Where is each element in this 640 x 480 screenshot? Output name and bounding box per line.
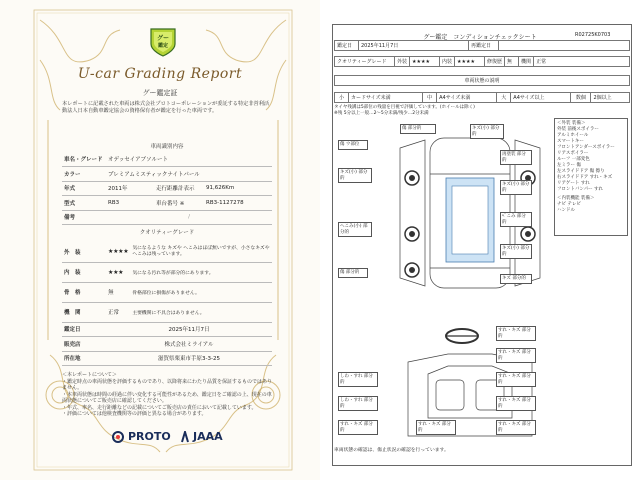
legend-key: 小 <box>335 93 349 103</box>
table-row <box>62 337 272 352</box>
legend-value: 2個以上 <box>591 93 630 103</box>
jaaa-logo <box>180 430 223 443</box>
ext-label: 外装 <box>395 57 410 67</box>
damage-label: 傷 部分的 <box>338 268 368 278</box>
vehicle-diagram <box>380 118 580 458</box>
damage-label: 傷 ウ部位 <box>338 140 368 150</box>
report-title: U-car Grading Report <box>77 66 243 82</box>
note-item: ・評価については他検査機関等の評価と異なる場合があります。 <box>62 411 207 417</box>
legend-grid <box>334 92 630 103</box>
proto-logo-text: PROTO <box>128 430 171 443</box>
engine-desc: 主要機関に不具合はありません。 <box>130 302 272 322</box>
dealer-label: 販売店 <box>62 337 106 352</box>
table-row <box>62 302 272 322</box>
interior-item: ナビ テレビ <box>557 202 581 207</box>
model-value: RB3 <box>106 196 154 211</box>
table-row <box>62 210 272 225</box>
engine-value-r: 正常 <box>534 57 630 67</box>
dealer-value: 株式会社ミライアル <box>106 337 272 352</box>
proto-logo <box>112 430 171 443</box>
int-stars: ★★★★ <box>455 57 485 67</box>
sheet-footer-note: 車両状態の確認は、傷止状況の確認を行っています。 <box>334 448 449 453</box>
damage-label: キズ(小) 部分的 <box>500 180 532 195</box>
damage-label: 再塗装 部分的 <box>500 150 532 165</box>
chassis-value: RB3-1127278 <box>204 196 272 211</box>
date-value: 2025年11月7日 <box>106 322 272 337</box>
model-label: 型式 <box>62 196 106 211</box>
frame-desc: 骨格部位に損傷がありません。 <box>130 282 272 302</box>
option-item: リアゲート すれ <box>557 181 590 186</box>
mileage-label: 走行距離計表示 <box>154 181 204 196</box>
damage-label: しわ・すれ 部分的 <box>338 372 378 387</box>
legend-key: 数個 <box>571 93 591 103</box>
table-row <box>62 351 272 366</box>
report-notes <box>62 372 272 418</box>
jaaa-mark-icon <box>180 431 190 443</box>
vehicle-name-value: オデッセイアブソルート <box>106 152 272 167</box>
interior-title: ＜内装機能 装備＞ <box>557 196 595 201</box>
condition-check-sheet <box>320 0 640 480</box>
frame-value: 無 <box>106 282 130 302</box>
interior-desc: 気になる汚れ等が部分的にあります。 <box>130 262 272 282</box>
frame-label: 骨 格 <box>62 282 106 302</box>
damage-label: すれ・キズ 部分的 <box>338 420 378 435</box>
damage-label: キズ(小) 部分的 <box>470 124 504 139</box>
option-item: 右スライドドア すれ・キズ <box>557 175 613 180</box>
engine-label-r: 機関 <box>519 57 534 67</box>
vehicle-section-title: 車両識別内容 <box>150 144 184 150</box>
interior-stars: ★★★ <box>106 262 130 282</box>
table-row <box>62 196 272 211</box>
interior-label: 内 装 <box>62 262 106 282</box>
option-item: 左スライドドア 傷 擦り <box>557 169 605 174</box>
check-date-label: 鑑定日 <box>335 41 359 51</box>
table-row <box>62 282 272 302</box>
exterior-label: 外 装 <box>62 242 106 262</box>
quality-section-title: クオリティーグレード <box>139 230 195 236</box>
address-label: 所在地 <box>62 351 106 366</box>
legend-note: タイヤ残溝は5部位の残量を目視で評価しています。(ホイールは除く) <box>334 105 475 110</box>
year-label: 年式 <box>62 181 106 196</box>
damage-label: へこみ(小) 部分的 <box>338 222 372 237</box>
exterior-stars: ★★★★ <box>106 242 130 262</box>
svg-text:鑑定: 鑑定 <box>157 43 169 49</box>
damage-label: すれ・キズ 部分的 <box>496 348 536 363</box>
option-item: ルーフ 一部変色 <box>557 157 590 162</box>
damage-label: すれ・キズ 部分的 <box>496 396 536 411</box>
table-row <box>62 181 272 196</box>
dealer-table <box>62 322 272 366</box>
option-item: スマートキー <box>557 139 584 144</box>
ext-stars: ★★★★ <box>410 57 440 67</box>
engine-label: 機 関 <box>62 302 106 322</box>
quality-grade-table <box>62 242 272 323</box>
table-row <box>62 167 272 182</box>
option-item: 外装 前後スポイラー <box>557 127 599 132</box>
legend-key: 大 <box>497 93 511 103</box>
interior-item: ハンドル <box>557 208 575 213</box>
sheet-title: グー鑑定 コンディションチェックシート <box>423 34 537 41</box>
legend-key: 中 <box>423 93 437 103</box>
goo-kantei-logo <box>145 26 181 58</box>
remarks-label: 備考 <box>62 210 106 225</box>
address-value: 滋賀県栗東市手原3-3-25 <box>106 351 272 366</box>
table-row <box>62 322 272 337</box>
mileage-value: 91,626Km <box>204 181 272 196</box>
table-row <box>335 93 630 103</box>
note-item: ・本車両状態は時間の経過に伴い変化する可能性があるため、鑑定日をご確認の上、現在の車両状態についてご販売店に確認してください。 <box>62 391 272 404</box>
recheck-date-label: 再鑑定日 <box>469 41 499 51</box>
engine-value: 正常 <box>106 302 130 322</box>
legend-value: A4サイズ以上 <box>511 93 571 103</box>
quality-label: クオリティーグレード <box>335 57 395 67</box>
legend-title: 車両状態の説明 <box>334 75 630 86</box>
exterior-desc: 気になるような キズや へこみはほぼ無いですが、小さなキズやへこみは残っています。 <box>130 242 272 262</box>
svg-text:グー: グー <box>156 35 170 42</box>
damage-label: しわ・すれ 部分的 <box>338 396 378 411</box>
remarks-value: / <box>106 210 272 225</box>
color-label: カラー <box>62 167 106 182</box>
vehicle-name-label: 車名・グレード <box>62 152 106 167</box>
check-date-value: 2025年11月7日 <box>359 41 469 51</box>
chassis-label: 車台番号 ※ <box>154 196 204 211</box>
note-item: ・鑑定時点の車両状態を評価するものであり、以降将来にわたり品質を保証するものではありません。 <box>62 378 273 391</box>
damage-label: すれ・キズ 部分的 <box>416 420 456 435</box>
damage-label: すれ・キズ 部分的 <box>496 326 536 341</box>
damage-label: 傷 部分的 <box>400 124 436 134</box>
option-item: フロントアンダースポイラー <box>557 145 615 150</box>
equipment-box <box>554 118 628 236</box>
sheet-code: R02725K0703 <box>575 32 611 38</box>
date-label: 鑑定日 <box>62 322 106 337</box>
option-item: フロントバンパー すれ <box>557 187 604 192</box>
option-item: アルミホイール <box>557 133 589 138</box>
jaaa-logo-text: JAAA <box>193 430 223 443</box>
note-item: ・年式、車名、走行距離などの記載についてご販売店の責任において記載しています。 <box>62 404 257 411</box>
table-row <box>335 57 630 67</box>
date-grid <box>334 40 630 51</box>
option-item: 左ミラー 傷 <box>557 163 581 168</box>
proto-mark-icon <box>112 431 124 443</box>
color-value: プレミアムミスティックナイトパール <box>106 167 272 182</box>
table-row <box>62 152 272 167</box>
year-value: 2011年 <box>106 181 154 196</box>
report-intro: 本レポートに記載された車両は株式会社プロトコーポレーションが委託する特定非営利活動法人日本自動車鑑定協会の資格保有者が鑑定を行った車両です。 <box>62 101 270 114</box>
table-row <box>62 242 272 262</box>
legend-value: カードサイズ未満 <box>349 93 423 103</box>
repair-label: 修復歴 <box>485 57 505 67</box>
damage-label: キズ(小) 部分的 <box>338 168 372 183</box>
damage-label: キズ 部分的 <box>500 274 532 284</box>
damage-label: ﾍﾞこみ 部分的 <box>500 212 532 227</box>
options-title: ＜外装 装備＞ <box>557 121 586 126</box>
legend-value: A4サイズ未満 <box>437 93 497 103</box>
int-label: 内装 <box>440 57 455 67</box>
notes-title: ＜本レポートについて＞ <box>62 372 117 378</box>
damage-label: すれ・キズ 部分的 <box>496 420 536 435</box>
damage-label: キズ(小) 部分的 <box>500 244 532 259</box>
table-row <box>62 262 272 282</box>
report-subtitle: グー鑑定証 <box>142 89 178 97</box>
tire-note: ※残 5分以上一般…2～5分未満/残少…2分未満 <box>334 111 429 116</box>
table-row <box>335 41 630 51</box>
damage-label: すれ・キズ 部分的 <box>496 372 536 387</box>
repair-value: 無 <box>505 57 519 67</box>
quality-grid <box>334 56 630 67</box>
recheck-date-value <box>499 41 630 51</box>
vehicle-info-table <box>62 152 272 225</box>
option-item: リアスポイラー <box>557 151 589 156</box>
